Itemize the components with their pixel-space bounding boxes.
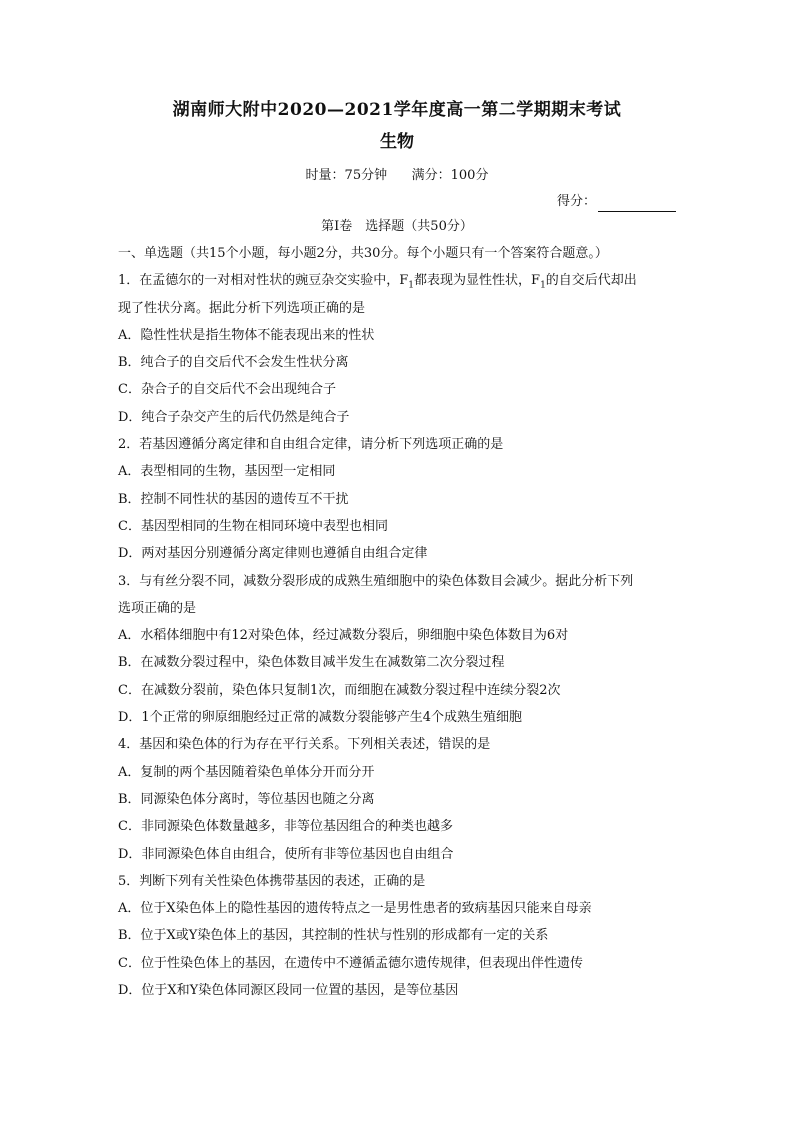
exam-subject: 生物 <box>380 132 414 152</box>
option-c: C．非同源染色体数量越多，非等位基因组合的种类也越多 <box>118 819 453 835</box>
option-b: B．纯合子的自交后代不会发生性状分离 <box>118 355 349 371</box>
question-stem: 2．若基因遵循分离定律和自由组合定律，请分析下列选项正确的是 <box>118 437 504 453</box>
option-c: C．基因型相同的生物在相同环境中表型也相同 <box>118 518 388 534</box>
question-5 <box>118 868 676 1004</box>
exam-meta <box>118 166 676 186</box>
section-title: 第Ⅰ卷 选择题（共50分） <box>321 219 473 234</box>
question-stem-line: 3．与有丝分裂不同，减数分裂形成的成熟生殖细胞中的染色体数目会减少。据此分析下列 <box>118 573 634 589</box>
option-c: C．在减数分裂前，染色体只复制1次，而细胞在减数分裂过程中连续分裂2次 <box>118 682 561 698</box>
question-stem-line: 选项正确的是 <box>118 600 197 616</box>
option-d: D．非同源染色体自由组合，使所有非等位基因也自由组合 <box>118 846 454 862</box>
option-d: D．位于X和Y染色体同源区段同一位置的基因，是等位基因 <box>118 983 459 999</box>
score-row <box>118 192 676 212</box>
option-a: A．复制的两个基因随着染色单体分开而分开 <box>118 764 375 780</box>
option-b: B．同源染色体分离时，等位基因也随之分离 <box>118 791 375 807</box>
question-stem: 4．基因和染色体的行为存在平行关系。下列相关表述，错误的是 <box>118 737 491 753</box>
option-b: B．控制不同性状的基因的遗传互不干扰 <box>118 491 349 507</box>
question-2 <box>118 431 676 567</box>
full-score: 满分：100分 <box>411 168 489 183</box>
question-stem-line: 现了性状分离。据此分析下列选项正确的是 <box>118 300 366 316</box>
score-blank <box>598 197 676 212</box>
score-label: 得分： <box>556 194 596 209</box>
question-1 <box>118 267 676 431</box>
question-list <box>118 240 676 1004</box>
option-b: B．位于X或Y染色体上的基因，其控制的性状与性别的形成都有一定的关系 <box>118 928 549 944</box>
exam-title: 湖南师大附中2020—2021学年度高一第二学期期末考试 <box>172 100 622 120</box>
option-d: D．纯合子杂交产生的后代仍然是纯合子 <box>118 409 350 425</box>
option-a: A．表型相同的生物，基因型一定相同 <box>118 464 336 480</box>
option-d: D．1个正常的卵原细胞经过正常的减数分裂能够产生4个成熟生殖细胞 <box>118 710 522 726</box>
option-d: D．两对基因分别遵循分离定律则也遵循自由组合定律 <box>118 546 428 562</box>
question-stem: 5．判断下列有关性染色体携带基因的表述，正确的是 <box>118 873 426 889</box>
section-instruction: 一、单选题（共15个小题，每小题2分，共30分。每个小题只有一个答案符合题意。） <box>118 246 608 261</box>
option-a: A．隐性性状是指生物体不能表现出来的性状 <box>118 327 375 343</box>
time-limit: 时量：75分钟 <box>305 168 388 183</box>
option-a: A．位于X染色体上的隐性基因的遗传特点之一是男性患者的致病基因只能来自母亲 <box>118 901 592 917</box>
question-stem-line: 1．在孟德尔的一对相对性状的豌豆杂交实验中，$F_1$都表现为显性性状，$F_1$的自交后代却出 <box>118 273 637 291</box>
option-b: B．在减数分裂过程中，染色体数目减半发生在减数第二次分裂过程 <box>118 655 505 671</box>
option-c: C．位于性染色体上的基因，在遗传中不遵循孟德尔遗传规律，但表现出伴性遗传 <box>118 955 583 971</box>
option-c: C．杂合子的自交后代不会出现纯合子 <box>118 382 336 398</box>
question-3 <box>118 568 676 732</box>
option-a: A．水稻体细胞中有12对染色体，经过减数分裂后，卵细胞中染色体数目为6对 <box>118 628 569 644</box>
question-4 <box>118 731 676 867</box>
